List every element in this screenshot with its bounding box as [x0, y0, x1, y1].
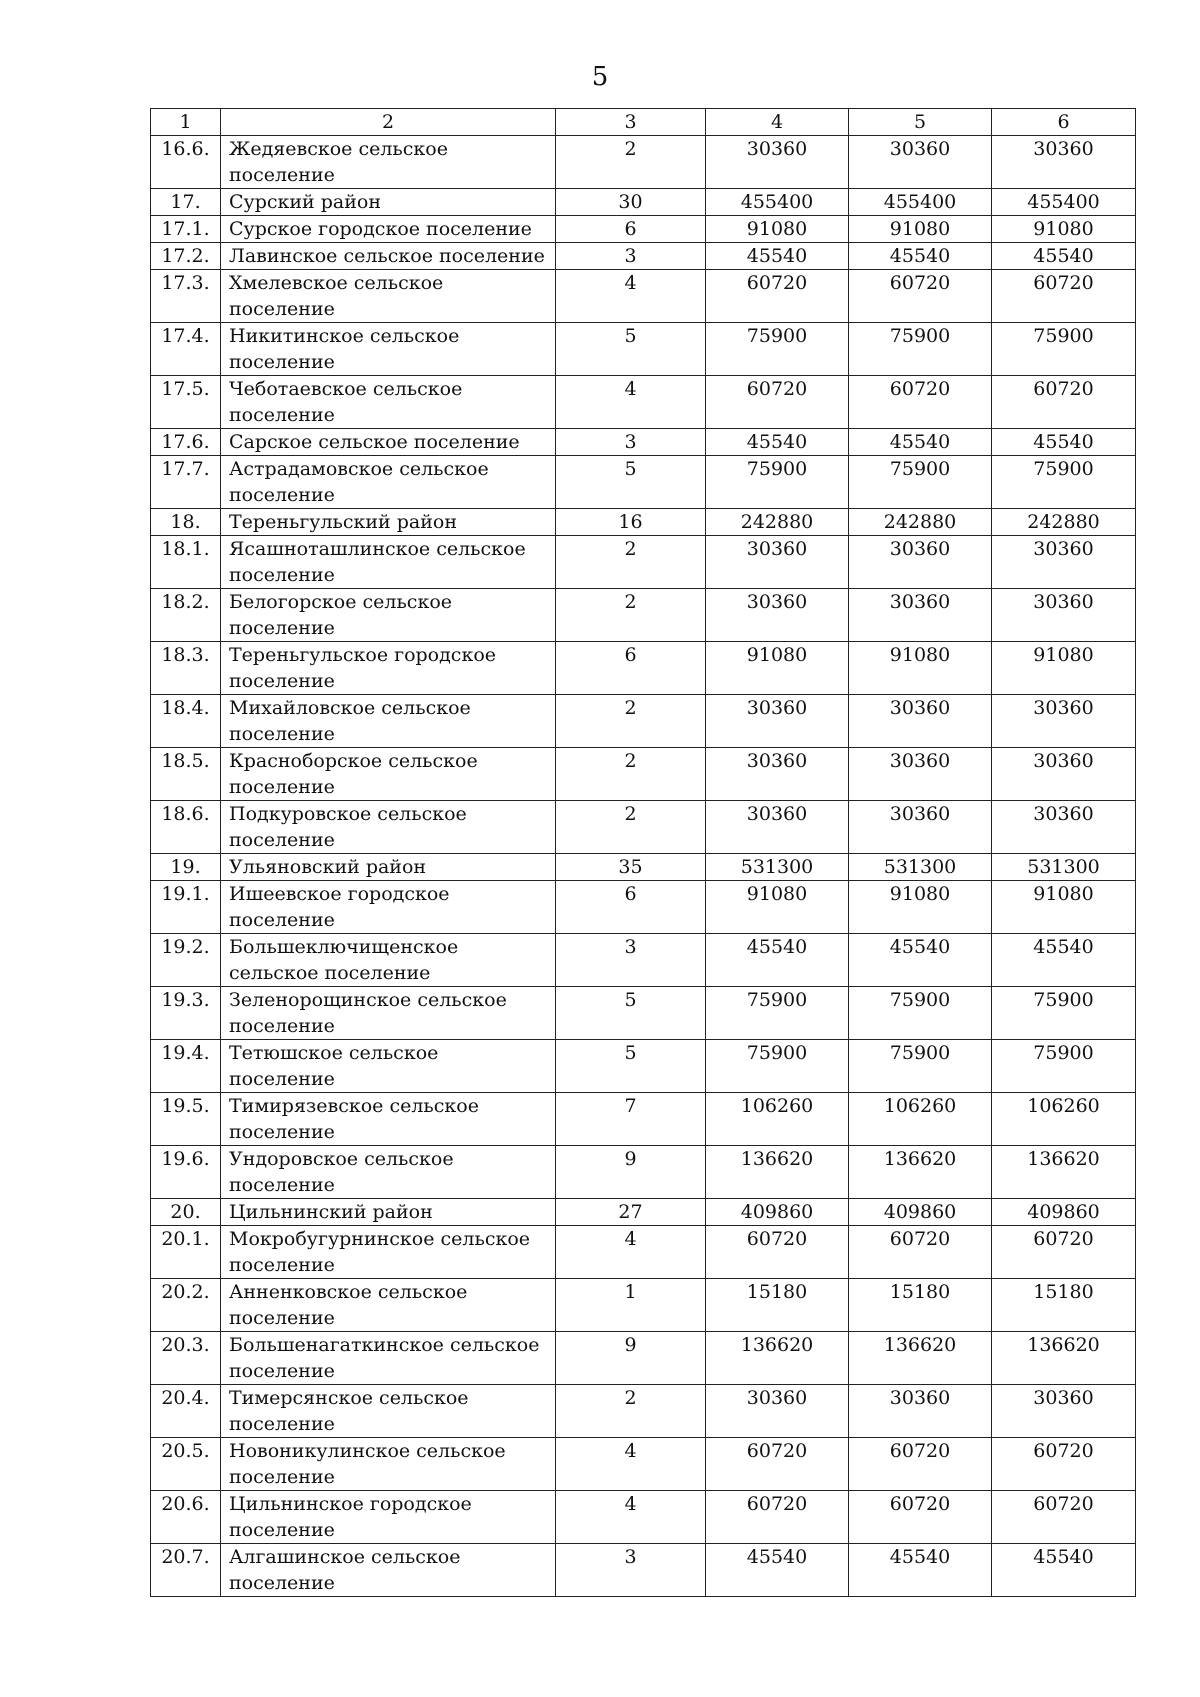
- row-number: 20.: [151, 1199, 221, 1226]
- cell-col4: 60720: [706, 376, 849, 429]
- cell-col6: 91080: [992, 642, 1136, 695]
- cell-col3: 3: [556, 934, 706, 987]
- cell-col4: 45540: [706, 1544, 849, 1597]
- settlement-name: Ундоровское сельское поселение: [221, 1146, 556, 1199]
- cell-col6: 75900: [992, 987, 1136, 1040]
- row-number: 17.2.: [151, 243, 221, 270]
- cell-col5: 30360: [849, 748, 992, 801]
- row-number: 16.6.: [151, 136, 221, 189]
- settlement-name: Тимирязевское сельское поселение: [221, 1093, 556, 1146]
- cell-col4: 91080: [706, 642, 849, 695]
- cell-col5: 60720: [849, 1438, 992, 1491]
- cell-col5: 30360: [849, 136, 992, 189]
- table-row: [151, 1332, 1136, 1385]
- cell-col4: 60720: [706, 1226, 849, 1279]
- cell-col4: 75900: [706, 323, 849, 376]
- settlement-name: Тереньгульский район: [221, 509, 556, 536]
- cell-col5: 60720: [849, 1226, 992, 1279]
- cell-col4: 531300: [706, 854, 849, 881]
- allocation-table: [150, 108, 1136, 1597]
- cell-col6: 30360: [992, 1385, 1136, 1438]
- column-header: 5: [849, 109, 992, 136]
- table-row: [151, 1279, 1136, 1332]
- settlement-name: Тетюшское сельское поселение: [221, 1040, 556, 1093]
- table-row: [151, 270, 1136, 323]
- row-number: 19.5.: [151, 1093, 221, 1146]
- cell-col3: 16: [556, 509, 706, 536]
- cell-col5: 455400: [849, 189, 992, 216]
- cell-col3: 5: [556, 987, 706, 1040]
- settlement-name: Чеботаевское сельское поселение: [221, 376, 556, 429]
- cell-col6: 242880: [992, 509, 1136, 536]
- column-header: 6: [992, 109, 1136, 136]
- table-row: [151, 642, 1136, 695]
- settlement-name: Красноборское сельское поселение: [221, 748, 556, 801]
- cell-col6: 455400: [992, 189, 1136, 216]
- cell-col5: 91080: [849, 881, 992, 934]
- row-number: 17.6.: [151, 429, 221, 456]
- cell-col5: 136620: [849, 1332, 992, 1385]
- cell-col6: 45540: [992, 243, 1136, 270]
- table-row: [151, 695, 1136, 748]
- cell-col5: 242880: [849, 509, 992, 536]
- settlement-name: Зеленорощинское сельское поселение: [221, 987, 556, 1040]
- settlement-name: Ясашноташлинское сельское поселение: [221, 536, 556, 589]
- column-header: 4: [706, 109, 849, 136]
- row-number: 20.1.: [151, 1226, 221, 1279]
- row-number: 20.7.: [151, 1544, 221, 1597]
- row-number: 19.: [151, 854, 221, 881]
- cell-col3: 1: [556, 1279, 706, 1332]
- row-number: 20.2.: [151, 1279, 221, 1332]
- settlement-name: Алгашинское сельское поселение: [221, 1544, 556, 1597]
- cell-col5: 30360: [849, 695, 992, 748]
- cell-col4: 30360: [706, 801, 849, 854]
- cell-col6: 30360: [992, 748, 1136, 801]
- cell-col6: 60720: [992, 270, 1136, 323]
- cell-col4: 136620: [706, 1146, 849, 1199]
- cell-col3: 5: [556, 1040, 706, 1093]
- cell-col4: 45540: [706, 243, 849, 270]
- table-row: [151, 1199, 1136, 1226]
- cell-col4: 91080: [706, 881, 849, 934]
- settlement-name: Сурское городское поселение: [221, 216, 556, 243]
- table-row: [151, 189, 1136, 216]
- settlement-name: Лавинское сельское поселение: [221, 243, 556, 270]
- table-row: [151, 1093, 1136, 1146]
- cell-col3: 2: [556, 695, 706, 748]
- cell-col6: 30360: [992, 136, 1136, 189]
- cell-col3: 6: [556, 642, 706, 695]
- row-number: 17.: [151, 189, 221, 216]
- table-row: [151, 376, 1136, 429]
- cell-col3: 4: [556, 1226, 706, 1279]
- cell-col4: 455400: [706, 189, 849, 216]
- table-row: [151, 589, 1136, 642]
- cell-col4: 30360: [706, 748, 849, 801]
- settlement-name: Сарское сельское поселение: [221, 429, 556, 456]
- cell-col3: 2: [556, 136, 706, 189]
- cell-col3: 2: [556, 536, 706, 589]
- cell-col3: 4: [556, 1491, 706, 1544]
- cell-col4: 136620: [706, 1332, 849, 1385]
- table-row: [151, 987, 1136, 1040]
- table-row: [151, 1385, 1136, 1438]
- cell-col6: 45540: [992, 1544, 1136, 1597]
- cell-col4: 242880: [706, 509, 849, 536]
- column-header: 3: [556, 109, 706, 136]
- row-number: 19.2.: [151, 934, 221, 987]
- cell-col5: 106260: [849, 1093, 992, 1146]
- page-number: 5: [591, 62, 609, 92]
- cell-col4: 106260: [706, 1093, 849, 1146]
- cell-col3: 2: [556, 589, 706, 642]
- cell-col6: 45540: [992, 934, 1136, 987]
- cell-col6: 15180: [992, 1279, 1136, 1332]
- row-number: 18.: [151, 509, 221, 536]
- cell-col6: 45540: [992, 429, 1136, 456]
- cell-col3: 27: [556, 1199, 706, 1226]
- cell-col4: 30360: [706, 1385, 849, 1438]
- table-row: [151, 1438, 1136, 1491]
- table-row: [151, 1040, 1136, 1093]
- cell-col5: 60720: [849, 376, 992, 429]
- cell-col4: 60720: [706, 1438, 849, 1491]
- cell-col3: 4: [556, 1438, 706, 1491]
- settlement-name: Жедяевское сельское поселение: [221, 136, 556, 189]
- settlement-name: Цильнинский район: [221, 1199, 556, 1226]
- cell-col4: 60720: [706, 1491, 849, 1544]
- cell-col3: 4: [556, 376, 706, 429]
- settlement-name: Астрадамовское сельское поселение: [221, 456, 556, 509]
- table-row: [151, 801, 1136, 854]
- cell-col3: 9: [556, 1332, 706, 1385]
- cell-col6: 91080: [992, 881, 1136, 934]
- row-number: 18.4.: [151, 695, 221, 748]
- row-number: 20.6.: [151, 1491, 221, 1544]
- row-number: 20.3.: [151, 1332, 221, 1385]
- cell-col3: 6: [556, 216, 706, 243]
- row-number: 18.5.: [151, 748, 221, 801]
- cell-col6: 106260: [992, 1093, 1136, 1146]
- cell-col6: 136620: [992, 1332, 1136, 1385]
- table-row: [151, 456, 1136, 509]
- row-number: 17.5.: [151, 376, 221, 429]
- table-row: [151, 509, 1136, 536]
- cell-col5: 409860: [849, 1199, 992, 1226]
- settlement-name: Цильнинское городское поселение: [221, 1491, 556, 1544]
- cell-col5: 60720: [849, 270, 992, 323]
- cell-col5: 91080: [849, 642, 992, 695]
- row-number: 19.1.: [151, 881, 221, 934]
- row-number: 19.4.: [151, 1040, 221, 1093]
- settlement-name: Ишеевское городское поселение: [221, 881, 556, 934]
- cell-col5: 30360: [849, 589, 992, 642]
- cell-col6: 30360: [992, 695, 1136, 748]
- settlement-name: Белогорское сельское поселение: [221, 589, 556, 642]
- cell-col5: 75900: [849, 1040, 992, 1093]
- cell-col4: 91080: [706, 216, 849, 243]
- cell-col6: 531300: [992, 854, 1136, 881]
- row-number: 17.4.: [151, 323, 221, 376]
- cell-col6: 136620: [992, 1146, 1136, 1199]
- cell-col5: 60720: [849, 1491, 992, 1544]
- cell-col5: 15180: [849, 1279, 992, 1332]
- cell-col4: 30360: [706, 136, 849, 189]
- cell-col6: 60720: [992, 1438, 1136, 1491]
- cell-col6: 409860: [992, 1199, 1136, 1226]
- row-number: 17.3.: [151, 270, 221, 323]
- table-row: [151, 1146, 1136, 1199]
- cell-col5: 30360: [849, 536, 992, 589]
- cell-col4: 45540: [706, 429, 849, 456]
- row-number: 17.1.: [151, 216, 221, 243]
- cell-col5: 30360: [849, 801, 992, 854]
- cell-col3: 3: [556, 243, 706, 270]
- cell-col5: 45540: [849, 243, 992, 270]
- cell-col6: 60720: [992, 1491, 1136, 1544]
- settlement-name: Большеключищенское сельское поселение: [221, 934, 556, 987]
- settlement-name: Подкуровское сельское поселение: [221, 801, 556, 854]
- settlement-name: Мокробугурнинское сельское поселение: [221, 1226, 556, 1279]
- cell-col6: 75900: [992, 323, 1136, 376]
- cell-col6: 30360: [992, 589, 1136, 642]
- row-number: 20.4.: [151, 1385, 221, 1438]
- cell-col3: 4: [556, 270, 706, 323]
- cell-col3: 2: [556, 748, 706, 801]
- settlement-name: Никитинское сельское поселение: [221, 323, 556, 376]
- table-row: [151, 429, 1136, 456]
- cell-col5: 531300: [849, 854, 992, 881]
- table-header-row: [151, 109, 1136, 136]
- cell-col3: 2: [556, 1385, 706, 1438]
- cell-col3: 2: [556, 801, 706, 854]
- table-row: [151, 934, 1136, 987]
- cell-col5: 75900: [849, 323, 992, 376]
- settlement-name: Сурский район: [221, 189, 556, 216]
- cell-col4: 30360: [706, 536, 849, 589]
- cell-col5: 91080: [849, 216, 992, 243]
- cell-col4: 15180: [706, 1279, 849, 1332]
- column-header: 2: [221, 109, 556, 136]
- cell-col4: 75900: [706, 987, 849, 1040]
- cell-col5: 30360: [849, 1385, 992, 1438]
- table-row: [151, 881, 1136, 934]
- row-number: 19.6.: [151, 1146, 221, 1199]
- table-row: [151, 323, 1136, 376]
- cell-col6: 30360: [992, 801, 1136, 854]
- cell-col5: 75900: [849, 987, 992, 1040]
- row-number: 19.3.: [151, 987, 221, 1040]
- table-row: [151, 1226, 1136, 1279]
- table-row: [151, 748, 1136, 801]
- cell-col5: 45540: [849, 429, 992, 456]
- settlement-name: Большенагаткинское сельское поселение: [221, 1332, 556, 1385]
- cell-col3: 5: [556, 456, 706, 509]
- row-number: 17.7.: [151, 456, 221, 509]
- cell-col4: 409860: [706, 1199, 849, 1226]
- settlement-name: Тимерсянское сельское поселение: [221, 1385, 556, 1438]
- cell-col5: 136620: [849, 1146, 992, 1199]
- cell-col3: 3: [556, 1544, 706, 1597]
- table-row: [151, 243, 1136, 270]
- settlement-name: Новоникулинское сельское поселение: [221, 1438, 556, 1491]
- settlement-name: Тереньгульское городское поселение: [221, 642, 556, 695]
- cell-col3: 9: [556, 1146, 706, 1199]
- cell-col6: 60720: [992, 376, 1136, 429]
- row-number: 18.3.: [151, 642, 221, 695]
- table-row: [151, 216, 1136, 243]
- settlement-name: Хмелевское сельское поселение: [221, 270, 556, 323]
- cell-col6: 30360: [992, 536, 1136, 589]
- cell-col4: 45540: [706, 934, 849, 987]
- cell-col6: 75900: [992, 456, 1136, 509]
- cell-col5: 45540: [849, 934, 992, 987]
- table-row: [151, 854, 1136, 881]
- cell-col5: 75900: [849, 456, 992, 509]
- table-row: [151, 136, 1136, 189]
- cell-col5: 45540: [849, 1544, 992, 1597]
- table-row: [151, 536, 1136, 589]
- table-row: [151, 1544, 1136, 1597]
- settlement-name: Михайловское сельское поселение: [221, 695, 556, 748]
- cell-col6: 75900: [992, 1040, 1136, 1093]
- cell-col4: 30360: [706, 695, 849, 748]
- cell-col4: 75900: [706, 456, 849, 509]
- settlement-name: Анненковское сельское поселение: [221, 1279, 556, 1332]
- row-number: 18.2.: [151, 589, 221, 642]
- cell-col3: 3: [556, 429, 706, 456]
- cell-col4: 75900: [706, 1040, 849, 1093]
- cell-col3: 7: [556, 1093, 706, 1146]
- row-number: 18.1.: [151, 536, 221, 589]
- cell-col6: 91080: [992, 216, 1136, 243]
- column-header: 1: [151, 109, 221, 136]
- cell-col4: 30360: [706, 589, 849, 642]
- cell-col3: 6: [556, 881, 706, 934]
- cell-col3: 5: [556, 323, 706, 376]
- table-row: [151, 1491, 1136, 1544]
- settlement-name: Ульяновский район: [221, 854, 556, 881]
- row-number: 18.6.: [151, 801, 221, 854]
- cell-col3: 35: [556, 854, 706, 881]
- cell-col4: 60720: [706, 270, 849, 323]
- cell-col6: 60720: [992, 1226, 1136, 1279]
- cell-col3: 30: [556, 189, 706, 216]
- row-number: 20.5.: [151, 1438, 221, 1491]
